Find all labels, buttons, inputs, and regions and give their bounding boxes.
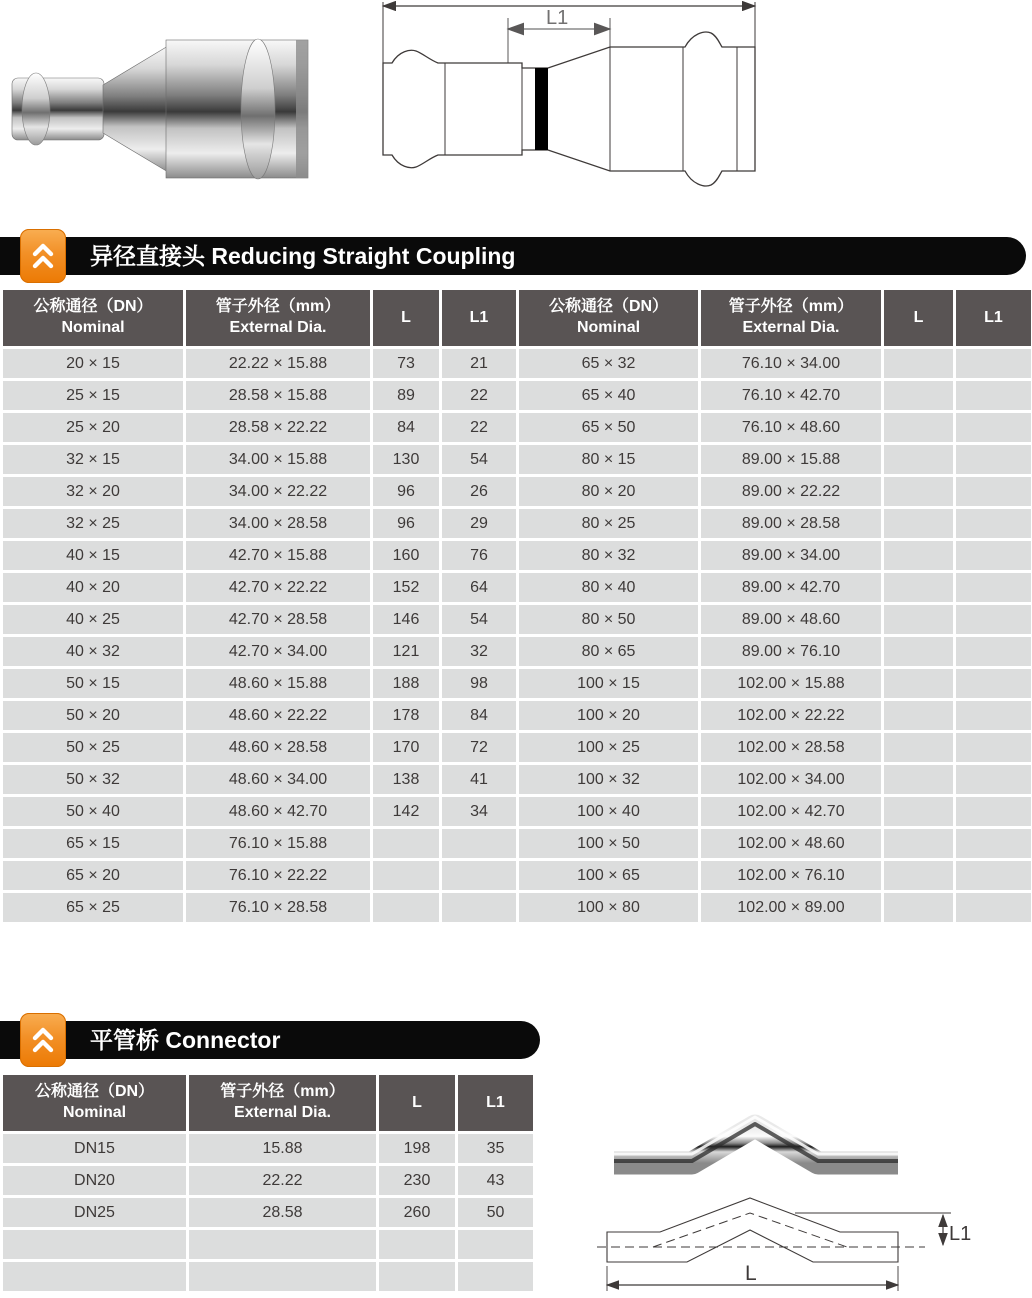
table-cell bbox=[884, 765, 953, 794]
table-cell bbox=[379, 1230, 455, 1259]
table-cell bbox=[884, 861, 953, 890]
table-cell: 80 × 32 bbox=[519, 541, 698, 570]
table-cell bbox=[956, 733, 1031, 762]
table-cell bbox=[189, 1262, 376, 1291]
table-cell: 102.00 × 15.88 bbox=[701, 669, 881, 698]
table-cell: 178 bbox=[373, 701, 439, 730]
coupling-profile-outline bbox=[383, 32, 755, 186]
table-cell: 48.60 × 28.58 bbox=[186, 733, 370, 762]
table-cell: 102.00 × 76.10 bbox=[701, 861, 881, 890]
connector-technical-drawing bbox=[595, 1185, 995, 1298]
table-cell bbox=[442, 861, 516, 890]
table-cell: 65 × 32 bbox=[519, 349, 698, 378]
table-cell: DN15 bbox=[3, 1134, 186, 1163]
table-cell: 65 × 25 bbox=[3, 893, 183, 922]
table-cell: 65 × 20 bbox=[3, 861, 183, 890]
table-cell: 76 bbox=[442, 541, 516, 570]
table-cell: 100 × 32 bbox=[519, 765, 698, 794]
banner-title: 平管桥 Connector bbox=[90, 1027, 281, 1053]
table-cell bbox=[379, 1262, 455, 1291]
table-cell: 22.22 bbox=[189, 1166, 376, 1195]
table-cell: 64 bbox=[442, 573, 516, 602]
table-cell: 89.00 × 22.22 bbox=[701, 477, 881, 506]
table-cell: 102.00 × 28.58 bbox=[701, 733, 881, 762]
table-cell bbox=[956, 381, 1031, 410]
table-cell: 96 bbox=[373, 509, 439, 538]
table-cell: DN20 bbox=[3, 1166, 186, 1195]
table-cell: 48.60 × 42.70 bbox=[186, 797, 370, 826]
table-cell: 40 × 32 bbox=[3, 637, 183, 666]
table-cell bbox=[884, 701, 953, 730]
table-cell: 32 × 20 bbox=[3, 477, 183, 506]
table-row bbox=[3, 477, 1031, 506]
table-cell: 32 bbox=[442, 637, 516, 666]
table-cell: 42.70 × 22.22 bbox=[186, 573, 370, 602]
column-header-l: L bbox=[884, 290, 953, 346]
table-cell: 102.00 × 34.00 bbox=[701, 765, 881, 794]
table-cell: 142 bbox=[373, 797, 439, 826]
table-cell: DN25 bbox=[3, 1198, 186, 1227]
table-cell bbox=[956, 605, 1031, 634]
table-cell: 48.60 × 22.22 bbox=[186, 701, 370, 730]
coupling-table bbox=[0, 287, 1032, 925]
table-cell bbox=[884, 381, 953, 410]
table-row bbox=[3, 733, 1031, 762]
table-cell: 50 × 25 bbox=[3, 733, 183, 762]
connector-product-photo bbox=[600, 1095, 920, 1190]
table-cell: 80 × 50 bbox=[519, 605, 698, 634]
table-cell: 29 bbox=[442, 509, 516, 538]
table-cell: 42.70 × 34.00 bbox=[186, 637, 370, 666]
column-header-external-dia: 管子外径（mm） External Dia. bbox=[701, 290, 881, 346]
table-cell: 73 bbox=[373, 349, 439, 378]
table-cell bbox=[884, 829, 953, 858]
table-cell: 50 × 15 bbox=[3, 669, 183, 698]
table-cell bbox=[373, 861, 439, 890]
table-cell bbox=[3, 1230, 186, 1259]
table-cell bbox=[956, 797, 1031, 826]
table-row bbox=[3, 413, 1031, 442]
table-cell bbox=[956, 573, 1031, 602]
table-row bbox=[3, 797, 1031, 826]
table-cell: 65 × 50 bbox=[519, 413, 698, 442]
table-cell bbox=[884, 605, 953, 634]
table-cell bbox=[956, 861, 1031, 890]
coupling-technical-drawing bbox=[370, 0, 770, 190]
table-cell: 100 × 50 bbox=[519, 829, 698, 858]
chevron-badge bbox=[20, 1013, 66, 1067]
table-cell: 76.10 × 34.00 bbox=[701, 349, 881, 378]
table-cell: 43 bbox=[458, 1166, 533, 1195]
table-row bbox=[3, 893, 1031, 922]
column-header-l1: L1 bbox=[458, 1075, 533, 1131]
table-cell: 121 bbox=[373, 637, 439, 666]
table-cell bbox=[884, 797, 953, 826]
table-row bbox=[3, 669, 1031, 698]
table-cell: 50 bbox=[458, 1198, 533, 1227]
column-header-nominal: 公称通径（DN） Nominal bbox=[3, 1075, 186, 1131]
table-cell bbox=[442, 829, 516, 858]
table-cell: 198 bbox=[379, 1134, 455, 1163]
table-cell: 160 bbox=[373, 541, 439, 570]
dimension-label-l1: L1 bbox=[949, 1223, 972, 1245]
table-cell bbox=[956, 445, 1031, 474]
table-cell: 76.10 × 28.58 bbox=[186, 893, 370, 922]
table-cell: 22 bbox=[442, 381, 516, 410]
table-cell: 72 bbox=[442, 733, 516, 762]
connector-profile-outline bbox=[607, 1198, 898, 1262]
table-cell: 76.10 × 48.60 bbox=[701, 413, 881, 442]
coupling-product-photo bbox=[6, 30, 316, 185]
table-cell: 89 bbox=[373, 381, 439, 410]
table-cell bbox=[884, 413, 953, 442]
table-cell bbox=[189, 1230, 376, 1259]
table-cell: 102.00 × 48.60 bbox=[701, 829, 881, 858]
table-cell: 130 bbox=[373, 445, 439, 474]
table-cell: 40 × 15 bbox=[3, 541, 183, 570]
table-cell: 100 × 25 bbox=[519, 733, 698, 762]
table-cell: 89.00 × 48.60 bbox=[701, 605, 881, 634]
connector-table bbox=[0, 1072, 536, 1294]
table-row bbox=[3, 349, 1031, 378]
table-cell bbox=[956, 413, 1031, 442]
table-row bbox=[3, 1166, 533, 1195]
table-cell bbox=[373, 829, 439, 858]
table-row bbox=[3, 445, 1031, 474]
table-cell: 41 bbox=[442, 765, 516, 794]
table-cell: 15.88 bbox=[189, 1134, 376, 1163]
table-cell: 32 × 15 bbox=[3, 445, 183, 474]
table-cell: 80 × 25 bbox=[519, 509, 698, 538]
table-cell: 102.00 × 89.00 bbox=[701, 893, 881, 922]
table-cell: 32 × 25 bbox=[3, 509, 183, 538]
table-cell bbox=[884, 669, 953, 698]
table-cell: 84 bbox=[373, 413, 439, 442]
table-cell: 34 bbox=[442, 797, 516, 826]
weld-band-mark bbox=[535, 68, 548, 150]
table-cell: 65 × 15 bbox=[3, 829, 183, 858]
table-cell bbox=[458, 1230, 533, 1259]
table-cell: 76.10 × 42.70 bbox=[701, 381, 881, 410]
double-chevron-up-icon bbox=[29, 1025, 57, 1055]
table-cell bbox=[956, 893, 1031, 922]
table-cell bbox=[956, 541, 1031, 570]
banner-title: 异径直接头 Reducing Straight Coupling bbox=[90, 243, 516, 269]
table-cell: 34.00 × 22.22 bbox=[186, 477, 370, 506]
table-cell: 80 × 65 bbox=[519, 637, 698, 666]
table-cell bbox=[3, 1262, 186, 1291]
table-cell bbox=[956, 829, 1031, 858]
table-cell bbox=[884, 349, 953, 378]
table-cell: 50 × 20 bbox=[3, 701, 183, 730]
table-cell: 35 bbox=[458, 1134, 533, 1163]
table-cell bbox=[956, 637, 1031, 666]
table-cell: 54 bbox=[442, 445, 516, 474]
header-row bbox=[3, 1075, 533, 1131]
table-cell: 28.58 × 15.88 bbox=[186, 381, 370, 410]
table-cell: 26 bbox=[442, 477, 516, 506]
table-cell: 260 bbox=[379, 1198, 455, 1227]
column-header-l: L bbox=[373, 290, 439, 346]
table-cell: 100 × 40 bbox=[519, 797, 698, 826]
header-row bbox=[3, 290, 1031, 346]
table-cell bbox=[458, 1262, 533, 1291]
table-cell bbox=[956, 477, 1031, 506]
table-row bbox=[3, 1198, 533, 1227]
table-cell bbox=[884, 541, 953, 570]
table-cell: 146 bbox=[373, 605, 439, 634]
table-row bbox=[3, 1134, 533, 1163]
table-row bbox=[3, 1262, 533, 1291]
table-cell: 80 × 20 bbox=[519, 477, 698, 506]
table-row bbox=[3, 861, 1031, 890]
table-row bbox=[3, 509, 1031, 538]
table-cell: 25 × 15 bbox=[3, 381, 183, 410]
table-cell: 34.00 × 28.58 bbox=[186, 509, 370, 538]
table-cell: 89.00 × 15.88 bbox=[701, 445, 881, 474]
table-cell: 89.00 × 42.70 bbox=[701, 573, 881, 602]
table-cell: 54 bbox=[442, 605, 516, 634]
column-header-l1: L1 bbox=[442, 290, 516, 346]
table-cell: 100 × 65 bbox=[519, 861, 698, 890]
table-cell bbox=[884, 573, 953, 602]
dimension-label-l: L bbox=[745, 1262, 757, 1285]
table-cell: 25 × 20 bbox=[3, 413, 183, 442]
table-cell: 230 bbox=[379, 1166, 455, 1195]
table-cell bbox=[956, 509, 1031, 538]
chevron-badge bbox=[20, 229, 66, 283]
table-cell: 50 × 40 bbox=[3, 797, 183, 826]
table-cell: 65 × 40 bbox=[519, 381, 698, 410]
table-cell: 76.10 × 15.88 bbox=[186, 829, 370, 858]
double-chevron-up-icon bbox=[29, 241, 57, 271]
table-cell: 34.00 × 15.88 bbox=[186, 445, 370, 474]
table-cell bbox=[442, 893, 516, 922]
table-cell: 28.58 × 22.22 bbox=[186, 413, 370, 442]
table-cell bbox=[956, 701, 1031, 730]
table-row bbox=[3, 829, 1031, 858]
table-cell: 96 bbox=[373, 477, 439, 506]
table-cell: 22 bbox=[442, 413, 516, 442]
table-cell: 89.00 × 28.58 bbox=[701, 509, 881, 538]
table-cell: 80 × 15 bbox=[519, 445, 698, 474]
table-cell: 48.60 × 15.88 bbox=[186, 669, 370, 698]
table-row bbox=[3, 381, 1031, 410]
table-cell: 21 bbox=[442, 349, 516, 378]
table-cell: 102.00 × 42.70 bbox=[701, 797, 881, 826]
table-cell: 20 × 15 bbox=[3, 349, 183, 378]
table-cell bbox=[884, 733, 953, 762]
table-cell: 89.00 × 76.10 bbox=[701, 637, 881, 666]
table-cell: 170 bbox=[373, 733, 439, 762]
table-cell: 102.00 × 22.22 bbox=[701, 701, 881, 730]
section-banner-coupling bbox=[0, 237, 1026, 275]
table-cell bbox=[884, 637, 953, 666]
table-cell: 100 × 80 bbox=[519, 893, 698, 922]
table-row bbox=[3, 637, 1031, 666]
table-row bbox=[3, 765, 1031, 794]
table-cell: 100 × 15 bbox=[519, 669, 698, 698]
table-row bbox=[3, 541, 1031, 570]
table-cell: 42.70 × 15.88 bbox=[186, 541, 370, 570]
table-row bbox=[3, 1230, 533, 1259]
column-header-external-dia: 管子外径（mm） External Dia. bbox=[189, 1075, 376, 1131]
table-cell bbox=[373, 893, 439, 922]
column-header-l1: L1 bbox=[956, 290, 1031, 346]
table-cell bbox=[884, 509, 953, 538]
table-cell: 28.58 bbox=[189, 1198, 376, 1227]
table-row bbox=[3, 701, 1031, 730]
dimension-label-l1: L1 bbox=[546, 7, 569, 29]
table-cell bbox=[956, 765, 1031, 794]
table-cell: 100 × 20 bbox=[519, 701, 698, 730]
table-cell: 22.22 × 15.88 bbox=[186, 349, 370, 378]
column-header-l: L bbox=[379, 1075, 455, 1131]
table-cell bbox=[884, 477, 953, 506]
section-banner-connector bbox=[0, 1021, 540, 1059]
column-header-nominal: 公称通径（DN） Nominal bbox=[519, 290, 698, 346]
table-row bbox=[3, 573, 1031, 602]
table-cell: 42.70 × 28.58 bbox=[186, 605, 370, 634]
table-cell: 152 bbox=[373, 573, 439, 602]
table-cell: 76.10 × 22.22 bbox=[186, 861, 370, 890]
table-cell bbox=[956, 669, 1031, 698]
table-cell: 40 × 25 bbox=[3, 605, 183, 634]
table-cell: 40 × 20 bbox=[3, 573, 183, 602]
table-cell: 50 × 32 bbox=[3, 765, 183, 794]
table-row bbox=[3, 605, 1031, 634]
table-cell bbox=[956, 349, 1031, 378]
table-cell bbox=[884, 893, 953, 922]
table-cell: 89.00 × 34.00 bbox=[701, 541, 881, 570]
column-header-nominal: 公称通径（DN） Nominal bbox=[3, 290, 183, 346]
table-cell: 188 bbox=[373, 669, 439, 698]
table-cell: 84 bbox=[442, 701, 516, 730]
table-cell bbox=[884, 445, 953, 474]
table-cell: 48.60 × 34.00 bbox=[186, 765, 370, 794]
table-cell: 80 × 40 bbox=[519, 573, 698, 602]
table-cell: 138 bbox=[373, 765, 439, 794]
column-header-external-dia: 管子外径（mm） External Dia. bbox=[186, 290, 370, 346]
table-cell: 98 bbox=[442, 669, 516, 698]
